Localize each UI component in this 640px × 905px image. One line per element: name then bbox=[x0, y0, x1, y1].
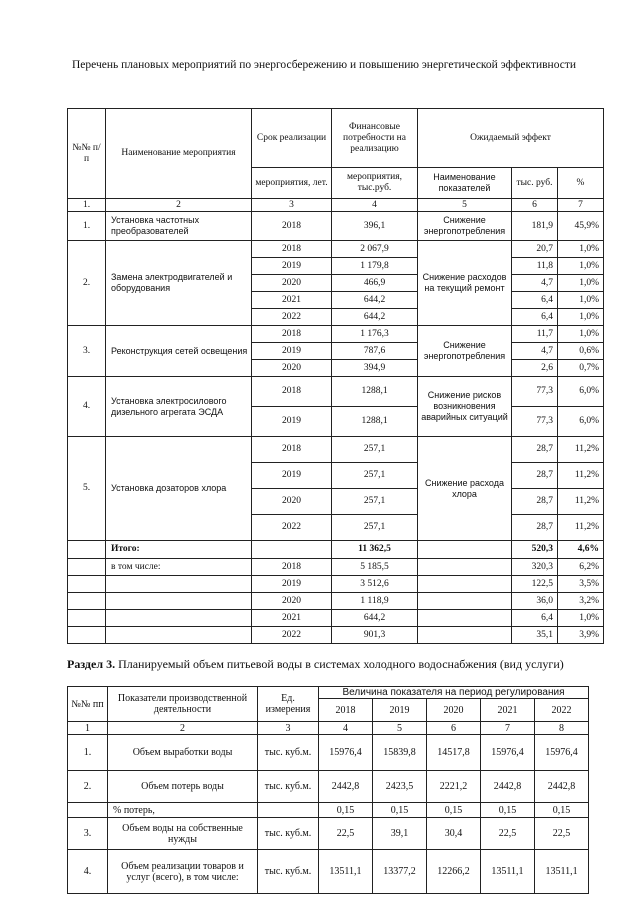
column-number: 2 bbox=[106, 199, 252, 212]
measure-finance: 787,6 bbox=[332, 343, 418, 360]
column-number: 1 bbox=[68, 722, 108, 735]
column-number: 1. bbox=[68, 199, 106, 212]
including-percent: 6,2% bbox=[558, 559, 604, 576]
including-indicator bbox=[418, 576, 512, 593]
indicator-value: 2442,8 bbox=[481, 771, 535, 803]
including-indicator bbox=[418, 559, 512, 576]
column-number: 6 bbox=[427, 722, 481, 735]
including-year: 2021 bbox=[252, 610, 332, 627]
including-row bbox=[68, 610, 604, 627]
indicator-value: 22,5 bbox=[319, 818, 373, 850]
header-finance: Финансовые потребности на реализацию bbox=[332, 109, 418, 168]
measure-finance: 257,1 bbox=[332, 463, 418, 489]
measure-percent: 0,7% bbox=[558, 360, 604, 377]
measure-finance: 644,2 bbox=[332, 292, 418, 309]
including-value: 36,0 bbox=[512, 593, 558, 610]
measure-row bbox=[68, 241, 604, 258]
header-row bbox=[68, 109, 604, 168]
measure-num: 3. bbox=[68, 326, 106, 377]
header-row bbox=[68, 687, 589, 699]
measure-year: 2019 bbox=[252, 407, 332, 437]
column-number: 3 bbox=[252, 199, 332, 212]
indicator-value: 14517,8 bbox=[427, 735, 481, 771]
water-volume-table bbox=[67, 686, 589, 894]
indicator-row bbox=[68, 850, 589, 894]
column-number: 6 bbox=[512, 199, 558, 212]
including-percent: 3,5% bbox=[558, 576, 604, 593]
measure-num: 2. bbox=[68, 241, 106, 326]
header-thousand: тыс. руб. bbox=[512, 168, 558, 199]
including-value: 6,4 bbox=[512, 610, 558, 627]
measure-percent: 45,9% bbox=[558, 212, 604, 241]
indicator-value: 0,15 bbox=[427, 803, 481, 818]
measure-percent: 11,2% bbox=[558, 463, 604, 489]
measure-percent: 1,0% bbox=[558, 326, 604, 343]
indicator-value: 2442,8 bbox=[319, 771, 373, 803]
indicator-num bbox=[68, 803, 108, 818]
indicator-value: 13377,2 bbox=[373, 850, 427, 894]
measure-value: 28,7 bbox=[512, 489, 558, 515]
measure-percent: 1,0% bbox=[558, 275, 604, 292]
measure-name: Установка электросилового дизельного агрегата ЭСДА bbox=[106, 377, 252, 437]
including-num bbox=[68, 593, 106, 610]
indicator-row bbox=[68, 735, 589, 771]
total-label: Итого: bbox=[106, 541, 252, 559]
including-row bbox=[68, 593, 604, 610]
measure-year: 2020 bbox=[252, 275, 332, 292]
indicator-value: 13511,1 bbox=[481, 850, 535, 894]
indicator-row bbox=[68, 818, 589, 850]
measure-indicator: Снижение энергопотребления bbox=[418, 212, 512, 241]
indicator-value: 2221,2 bbox=[427, 771, 481, 803]
including-num bbox=[68, 576, 106, 593]
including-num bbox=[68, 627, 106, 644]
measure-name: Замена электродвигателей и оборудования bbox=[106, 241, 252, 326]
measure-value: 2,6 bbox=[512, 360, 558, 377]
indicator-row bbox=[68, 803, 589, 818]
indicator-num: 4. bbox=[68, 850, 108, 894]
including-row bbox=[68, 627, 604, 644]
header-effect: Ожидаемый эффект bbox=[418, 109, 604, 168]
indicator-value: 0,15 bbox=[373, 803, 427, 818]
measure-value: 11,8 bbox=[512, 258, 558, 275]
total-indicator bbox=[418, 541, 512, 559]
measure-year: 2020 bbox=[252, 489, 332, 515]
measure-finance: 1288,1 bbox=[332, 377, 418, 407]
measure-value: 4,7 bbox=[512, 343, 558, 360]
total-num bbox=[68, 541, 106, 559]
indicator-unit: тыс. куб.м. bbox=[258, 818, 319, 850]
measure-year: 2019 bbox=[252, 463, 332, 489]
measure-finance: 396,1 bbox=[332, 212, 418, 241]
document-title: Перечень плановых мероприятий по энергосбережению и повышению энергетической эффективности bbox=[72, 59, 577, 71]
including-blank bbox=[106, 593, 252, 610]
including-percent: 1,0% bbox=[558, 610, 604, 627]
measure-year: 2018 bbox=[252, 212, 332, 241]
including-percent: 3,9% bbox=[558, 627, 604, 644]
header-num: №№ пп bbox=[68, 687, 108, 722]
column-number: 3 bbox=[258, 722, 319, 735]
measure-percent: 1,0% bbox=[558, 258, 604, 275]
including-percent: 3,2% bbox=[558, 593, 604, 610]
indicator-value: 0,15 bbox=[481, 803, 535, 818]
measure-year: 2022 bbox=[252, 515, 332, 541]
header-percent: % bbox=[558, 168, 604, 199]
measure-year: 2020 bbox=[252, 360, 332, 377]
measure-finance: 1288,1 bbox=[332, 407, 418, 437]
measure-finance: 394,9 bbox=[332, 360, 418, 377]
including-blank bbox=[106, 627, 252, 644]
indicator-value: 39,1 bbox=[373, 818, 427, 850]
column-number: 5 bbox=[418, 199, 512, 212]
measure-indicator: Снижение энергопотребления bbox=[418, 326, 512, 377]
indicator-value: 15976,4 bbox=[535, 735, 589, 771]
measure-percent: 6,0% bbox=[558, 407, 604, 437]
including-value: 320,3 bbox=[512, 559, 558, 576]
measure-indicator: Снижение расходов на текущий ремонт bbox=[418, 241, 512, 326]
measure-finance: 257,1 bbox=[332, 515, 418, 541]
measure-finance: 1 176,3 bbox=[332, 326, 418, 343]
measure-value: 77,3 bbox=[512, 407, 558, 437]
measure-indicator: Снижение рисков возникновения аварийных ситуаций bbox=[418, 377, 512, 437]
measure-value: 20,7 bbox=[512, 241, 558, 258]
indicator-value: 15839,8 bbox=[373, 735, 427, 771]
measure-percent: 11,2% bbox=[558, 515, 604, 541]
indicator-num: 2. bbox=[68, 771, 108, 803]
measure-name: Реконструкция сетей освещения bbox=[106, 326, 252, 377]
energy-measures-table bbox=[67, 108, 604, 644]
measure-row bbox=[68, 212, 604, 241]
indicator-value: 22,5 bbox=[481, 818, 535, 850]
indicator-name: Объем воды на собственные нужды bbox=[108, 818, 258, 850]
measure-year: 2018 bbox=[252, 241, 332, 258]
header-indicator: Наименование показателей bbox=[418, 168, 512, 199]
indicator-value: 0,15 bbox=[319, 803, 373, 818]
indicator-value: 2423,5 bbox=[373, 771, 427, 803]
section-3-heading bbox=[67, 657, 564, 672]
measure-percent: 0,6% bbox=[558, 343, 604, 360]
measure-percent: 1,0% bbox=[558, 309, 604, 326]
including-value: 35,1 bbox=[512, 627, 558, 644]
indicator-num: 1. bbox=[68, 735, 108, 771]
measure-num: 1. bbox=[68, 212, 106, 241]
including-finance: 5 185,5 bbox=[332, 559, 418, 576]
measure-value: 6,4 bbox=[512, 292, 558, 309]
indicator-num: 3. bbox=[68, 818, 108, 850]
column-number: 4 bbox=[319, 722, 373, 735]
measure-year: 2019 bbox=[252, 343, 332, 360]
indicator-value: 15976,4 bbox=[481, 735, 535, 771]
including-value: 122,5 bbox=[512, 576, 558, 593]
column-number: 7 bbox=[481, 722, 535, 735]
header-indicator: Показатели производственной деятельности bbox=[108, 687, 258, 722]
including-blank bbox=[106, 610, 252, 627]
indicator-row bbox=[68, 771, 589, 803]
measure-value: 28,7 bbox=[512, 463, 558, 489]
including-year: 2020 bbox=[252, 593, 332, 610]
header-year: 2018 bbox=[319, 699, 373, 722]
column-number: 4 bbox=[332, 199, 418, 212]
including-row bbox=[68, 576, 604, 593]
measure-value: 4,7 bbox=[512, 275, 558, 292]
column-number: 8 bbox=[535, 722, 589, 735]
column-number-row bbox=[68, 722, 589, 735]
header-name: Наименование мероприятия bbox=[106, 109, 252, 199]
indicator-name: Объем потерь воды bbox=[108, 771, 258, 803]
header-year: 2019 bbox=[373, 699, 427, 722]
indicator-value: 13511,1 bbox=[535, 850, 589, 894]
header-unit: Ед. измерения bbox=[258, 687, 319, 722]
measure-indicator: Снижение расхода хлора bbox=[418, 437, 512, 541]
measure-finance: 1 179,8 bbox=[332, 258, 418, 275]
header-finance-sub: мероприятия, тыс.руб. bbox=[332, 168, 418, 199]
header-term: Срок реализации bbox=[252, 109, 332, 168]
measure-percent: 6,0% bbox=[558, 377, 604, 407]
measure-percent: 1,0% bbox=[558, 241, 604, 258]
indicator-unit: тыс. куб.м. bbox=[258, 771, 319, 803]
measure-value: 11,7 bbox=[512, 326, 558, 343]
including-row bbox=[68, 559, 604, 576]
measure-row bbox=[68, 377, 604, 407]
indicator-name: Объем выработки воды bbox=[108, 735, 258, 771]
column-number: 5 bbox=[373, 722, 427, 735]
measure-finance: 257,1 bbox=[332, 489, 418, 515]
total-year bbox=[252, 541, 332, 559]
measure-year: 2018 bbox=[252, 377, 332, 407]
indicator-unit: тыс. куб.м. bbox=[258, 735, 319, 771]
measure-value: 28,7 bbox=[512, 437, 558, 463]
including-year: 2018 bbox=[252, 559, 332, 576]
header-year: 2020 bbox=[427, 699, 481, 722]
measure-percent: 1,0% bbox=[558, 292, 604, 309]
including-finance: 901,3 bbox=[332, 627, 418, 644]
including-finance: 644,2 bbox=[332, 610, 418, 627]
measure-name: Установка частотных преобразователей bbox=[106, 212, 252, 241]
indicator-value: 2442,8 bbox=[535, 771, 589, 803]
section-3-title: Планируемый объем питьевой воды в системах холодного водоснабжения (вид услуги) bbox=[118, 657, 564, 671]
header-num: №№ п/п bbox=[68, 109, 106, 199]
measure-num: 5. bbox=[68, 437, 106, 541]
including-year: 2022 bbox=[252, 627, 332, 644]
indicator-value: 12266,2 bbox=[427, 850, 481, 894]
measure-num: 4. bbox=[68, 377, 106, 437]
including-label: в том числе: bbox=[106, 559, 252, 576]
including-blank bbox=[106, 576, 252, 593]
measure-year: 2019 bbox=[252, 258, 332, 275]
measure-value: 28,7 bbox=[512, 515, 558, 541]
indicator-value: 30,4 bbox=[427, 818, 481, 850]
measure-year: 2021 bbox=[252, 292, 332, 309]
header-year: 2022 bbox=[535, 699, 589, 722]
indicator-unit bbox=[258, 803, 319, 818]
measure-name: Установка дозаторов хлора bbox=[106, 437, 252, 541]
including-indicator bbox=[418, 627, 512, 644]
total-value: 520,3 bbox=[512, 541, 558, 559]
column-number-row bbox=[68, 199, 604, 212]
measure-year: 2022 bbox=[252, 309, 332, 326]
column-number: 7 bbox=[558, 199, 604, 212]
indicator-value: 13511,1 bbox=[319, 850, 373, 894]
total-percent: 4,6% bbox=[558, 541, 604, 559]
measure-finance: 466,9 bbox=[332, 275, 418, 292]
including-finance: 1 118,9 bbox=[332, 593, 418, 610]
header-term-sub: мероприятия, лет. bbox=[252, 168, 332, 199]
indicator-name: % потерь, bbox=[108, 803, 258, 818]
indicator-unit: тыс. куб.м. bbox=[258, 850, 319, 894]
including-indicator bbox=[418, 593, 512, 610]
measure-year: 2018 bbox=[252, 437, 332, 463]
including-num bbox=[68, 610, 106, 627]
measure-percent: 11,2% bbox=[558, 489, 604, 515]
measure-finance: 2 067,9 bbox=[332, 241, 418, 258]
measure-row bbox=[68, 437, 604, 463]
column-number: 2 bbox=[108, 722, 258, 735]
measure-value: 6,4 bbox=[512, 309, 558, 326]
measure-value: 181,9 bbox=[512, 212, 558, 241]
header-year: 2021 bbox=[481, 699, 535, 722]
indicator-value: 15976,4 bbox=[319, 735, 373, 771]
measure-row bbox=[68, 326, 604, 343]
header-value: Величина показателя на период регулирования bbox=[319, 687, 589, 699]
including-year: 2019 bbox=[252, 576, 332, 593]
measure-finance: 644,2 bbox=[332, 309, 418, 326]
including-finance: 3 512,6 bbox=[332, 576, 418, 593]
measure-year: 2018 bbox=[252, 326, 332, 343]
indicator-value: 22,5 bbox=[535, 818, 589, 850]
measure-value: 77,3 bbox=[512, 377, 558, 407]
including-indicator bbox=[418, 610, 512, 627]
indicator-name: Объем реализации товаров и услуг (всего), в том числе: bbox=[108, 850, 258, 894]
measure-percent: 11,2% bbox=[558, 437, 604, 463]
section-3-label: Раздел 3. bbox=[67, 657, 116, 671]
indicator-value: 0,15 bbox=[535, 803, 589, 818]
total-finance: 11 362,5 bbox=[332, 541, 418, 559]
measure-finance: 257,1 bbox=[332, 437, 418, 463]
including-num bbox=[68, 559, 106, 576]
total-row bbox=[68, 541, 604, 559]
